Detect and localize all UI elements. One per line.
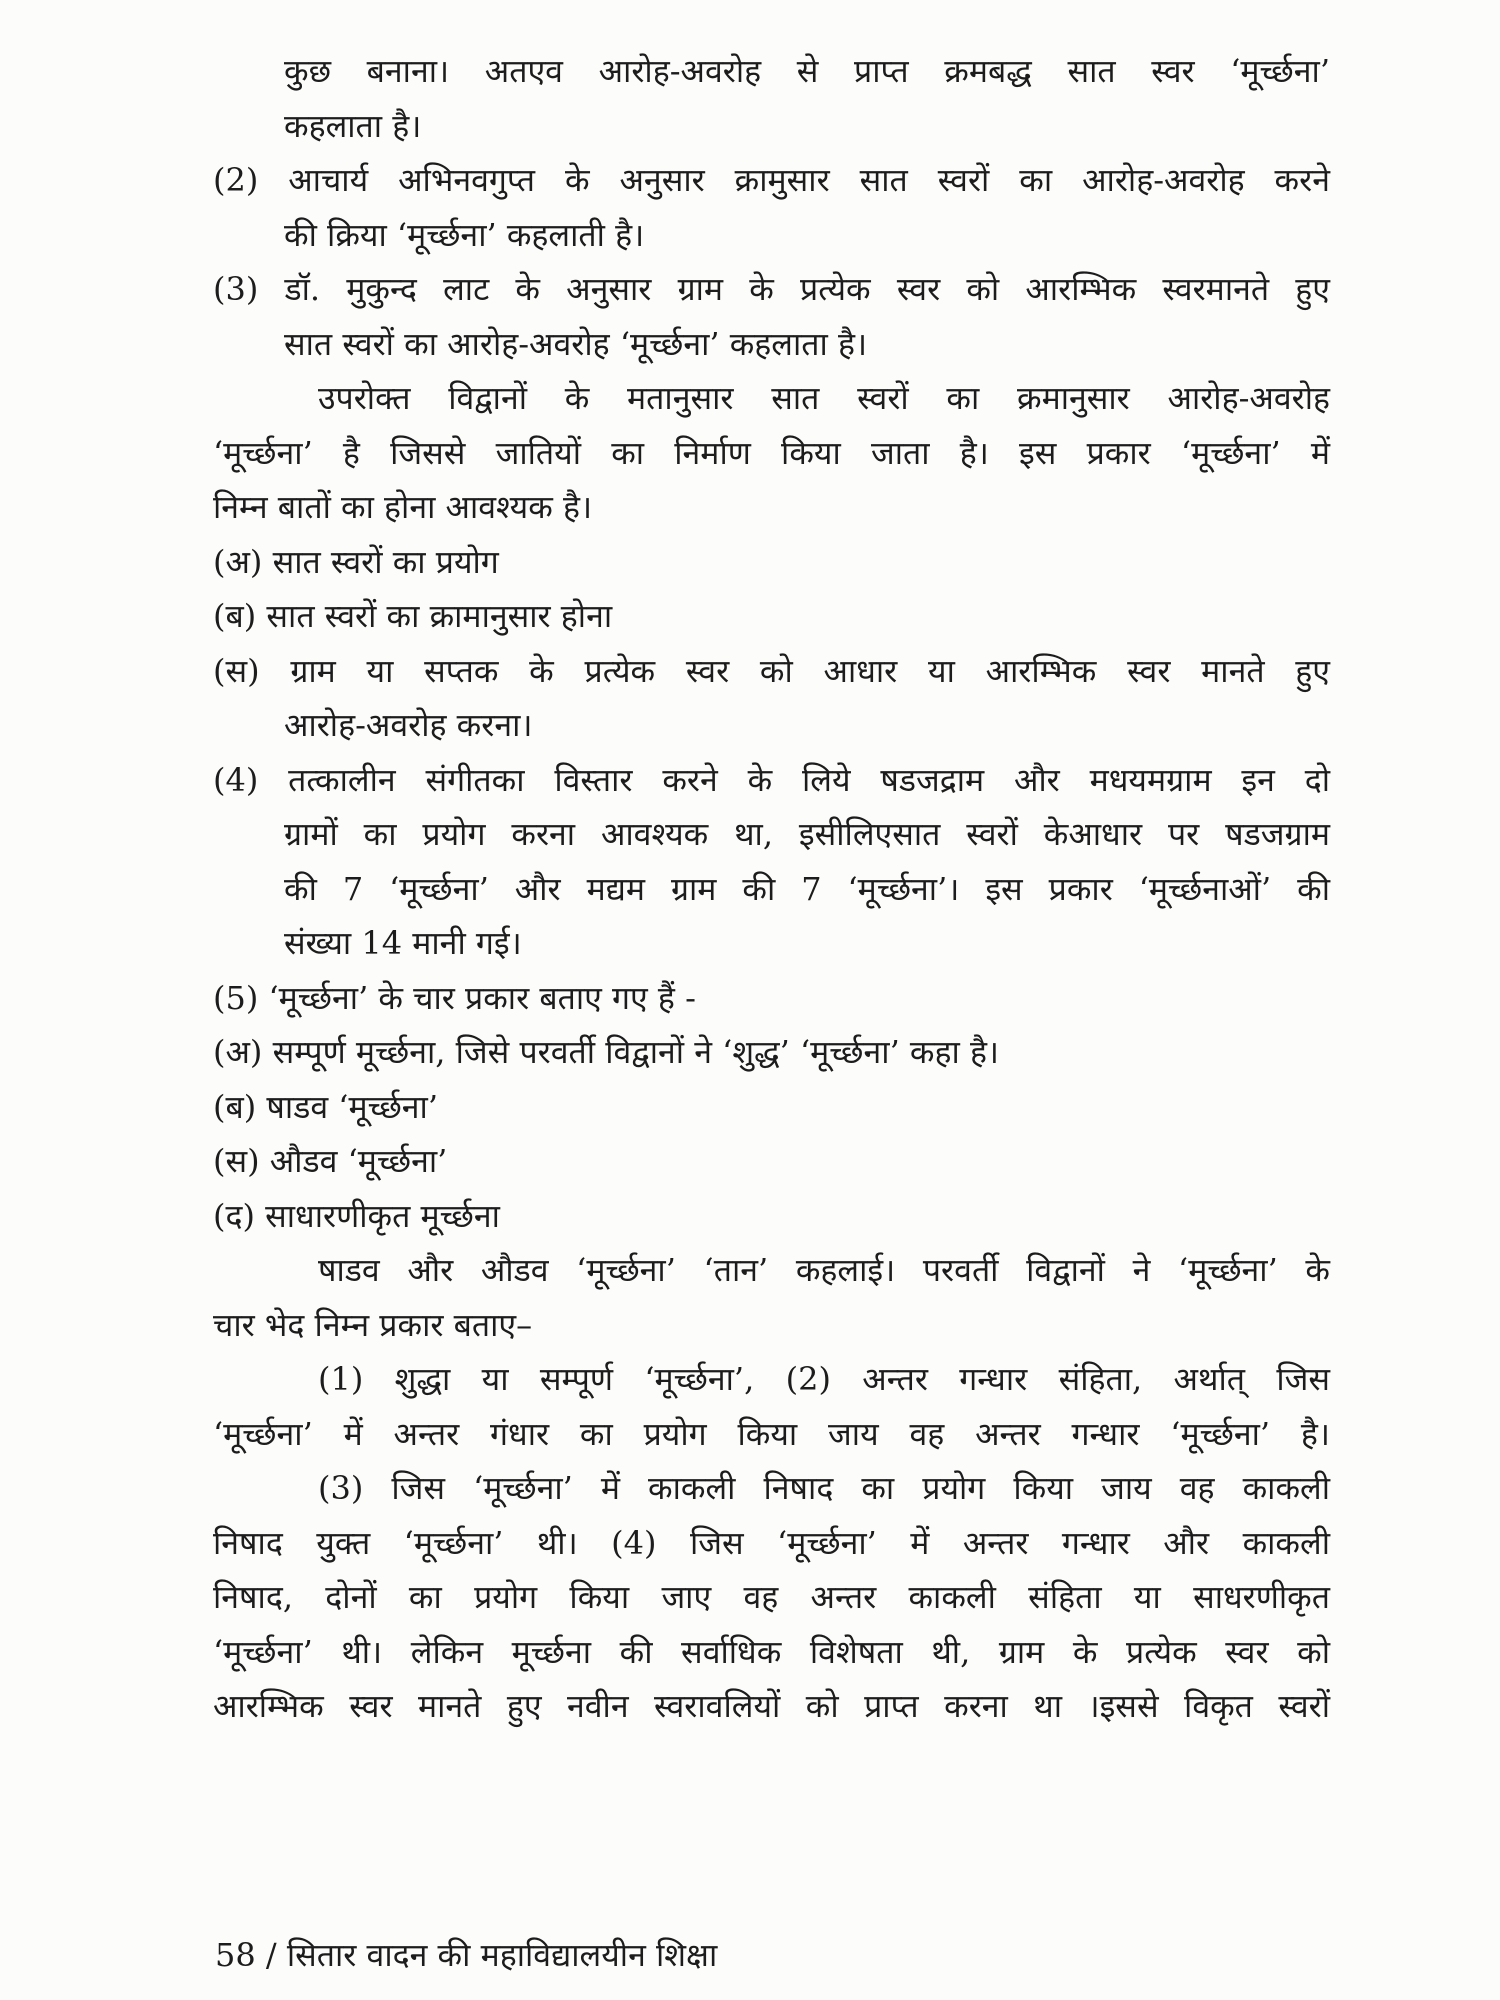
list-item-2: (2) आचार्य अभिनवगुप्त के अनुसार क्रामुसार सात स्वरों का आरोह-अवरोह करने bbox=[213, 161, 1330, 199]
list-item-b: (ब) सात स्वरों का क्रामानुसार होना bbox=[213, 597, 613, 635]
paragraph-start: उपरोक्त विद्वानों के मतानुसार सात स्वरों का क्रमानुसार आरोह-अवरोह bbox=[318, 379, 1330, 417]
list-item-d: (द) साधारणीकृत मूर्च्छना bbox=[213, 1196, 500, 1235]
text-line: चार भेद निम्न प्रकार बताए– bbox=[213, 1305, 533, 1344]
text-line: ‘मूर्च्छना’ है जिससे जातियों का निर्माण किया जाता है। इस प्रकार ‘मूर्च्छना’ में bbox=[213, 433, 1330, 472]
text-line: की 7 ‘मूर्च्छना’ और मद्यम ग्राम की 7 ‘मूर्च्छना’। इस प्रकार ‘मूर्च्छनाओं’ की bbox=[284, 869, 1330, 908]
text-line: कहलाता है। bbox=[284, 106, 422, 145]
list-item-s: (स) ग्राम या सप्तक के प्रत्येक स्वर को आधार या आरम्भिक स्वर मानते हुए bbox=[213, 651, 1330, 690]
text-line: आरम्भिक स्वर मानते हुए नवीन स्वरावलियों को प्राप्त करना था ।इससे विकृत स्वरों bbox=[213, 1687, 1330, 1725]
list-item-a: (अ) सम्पूर्ण मूर्च्छना, जिसे परवर्ती विद्वानों ने ‘शुद्ध’ ‘मूर्च्छना’ कहा है। bbox=[213, 1033, 1000, 1071]
page-body-text bbox=[213, 44, 1330, 1734]
paragraph-start: (1) शुद्धा या सम्पूर्ण ‘मूर्च्छना’, (2) अन्तर गन्धार संहिता, अर्थात् जिस bbox=[318, 1360, 1330, 1398]
text-line: संख्या 14 मानी गई। bbox=[284, 924, 522, 962]
text-line: ग्रामों का प्रयोग करना आवश्यक था, इसीलिएसात स्वरों केआधार पर षडजग्राम bbox=[284, 815, 1330, 853]
text-line: ‘मूर्च्छना’ में अन्तर गंधार का प्रयोग किया जाय वह अन्तर गन्धार ‘मूर्च्छना’ है। bbox=[213, 1414, 1330, 1453]
text-line: निषाद, दोनों का प्रयोग किया जाए वह अन्तर काकली संहिता या साधरणीकृत bbox=[213, 1578, 1330, 1616]
list-item-3: (3) डॉ. मुकुन्द लाट के अनुसार ग्राम के प्रत्येक स्वर को आरम्भिक स्वरमानते हुए bbox=[213, 270, 1330, 308]
text-line: की क्रिया ‘मूर्च्छना’ कहलाती है। bbox=[284, 215, 645, 254]
list-item-5: (5) ‘मूर्च्छना’ के चार प्रकार बताए गए हैं - bbox=[213, 978, 696, 1017]
paragraph-start: षाडव और औडव ‘मूर्च्छना’ ‘तान’ कहलाई। परवर्ती विद्वानों ने ‘मूर्च्छना’ के bbox=[318, 1251, 1330, 1289]
text-line: सात स्वरों का आरोह-अवरोह ‘मूर्च्छना’ कहलाता है। bbox=[284, 324, 868, 363]
page-footer: 58 / सितार वादन की महाविद्यालयीन शिक्षा bbox=[215, 1936, 718, 1974]
list-item-b: (ब) षाडव ‘मूर्च्छना’ bbox=[213, 1087, 439, 1126]
paragraph-start: (3) जिस ‘मूर्च्छना’ में काकली निषाद का प्रयोग किया जाय वह काकली bbox=[318, 1469, 1330, 1507]
text-line: कुछ बनाना। अतएव आरोह-अवरोह से प्राप्त क्रमबद्ध सात स्वर ‘मूर्च्छना’ bbox=[284, 52, 1330, 90]
text-line: निषाद युक्त ‘मूर्च्छना’ थी। (4) जिस ‘मूर्च्छना’ में अन्तर गन्धार और काकली bbox=[213, 1523, 1330, 1562]
list-item-a: (अ) सात स्वरों का प्रयोग bbox=[213, 542, 499, 581]
list-item-4: (4) तत्कालीन संगीतका विस्तार करने के लिये षडजद्राम और मधयमग्राम इन दो bbox=[213, 760, 1330, 799]
text-line: ‘मूर्च्छना’ थी। लेकिन मूर्च्छना की सर्वाधिक विशेषता थी, ग्राम के प्रत्येक स्वर को bbox=[213, 1632, 1330, 1671]
list-item-s: (स) औडव ‘मूर्च्छना’ bbox=[213, 1142, 448, 1180]
text-line: आरोह-अवरोह करना। bbox=[284, 706, 533, 744]
text-line: निम्न बातों का होना आवश्यक है। bbox=[213, 488, 593, 526]
